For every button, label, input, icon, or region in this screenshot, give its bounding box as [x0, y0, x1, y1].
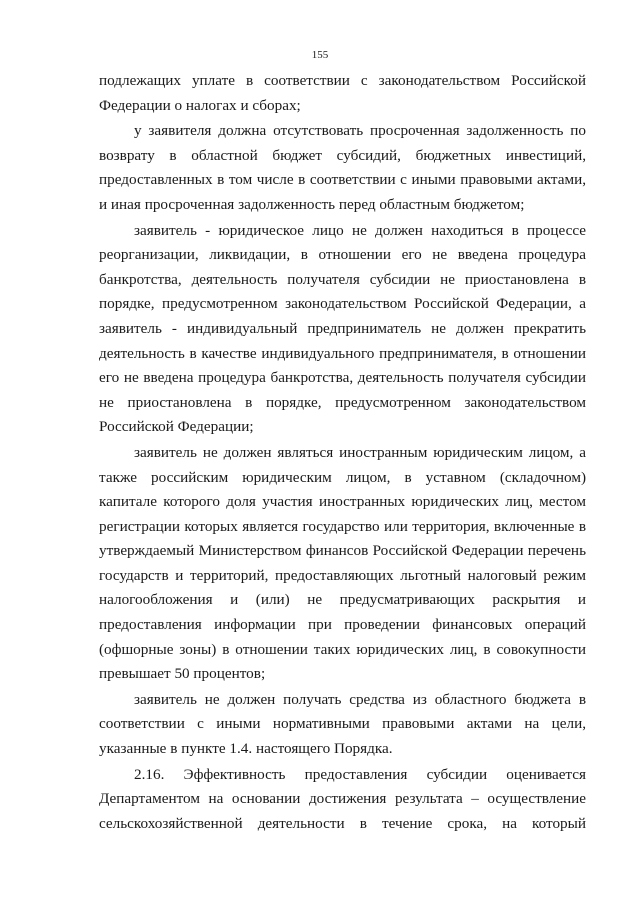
- paragraph-no-overdue-debt: у заявителя должна отсутствовать просроченная задолженность по возврату в областной бюджет субсидий, бюджетных инвестиций, предоставленных в том числе в соответствии с иными правовыми актами, и иная просроченная задолженность перед областным бюджетом;: [99, 122, 586, 213]
- page-number: 155: [311, 49, 329, 61]
- paragraph-efficiency: 2.16. Эффективность предоставления субсидии оценивается Департаментом на основании достижения результата – осуществление сельскохозяйственной деятельности в течение срока, на который: [99, 765, 586, 832]
- paragraph-continuation: подлежащих уплате в соответствии с законодательством Российской Федерации о налогах и сборах;: [99, 72, 586, 114]
- document-body: [99, 69, 586, 836]
- paragraph-no-other-funds: заявитель не должен получать средства из областного бюджета в соответствии с иными нормативными правовыми актами на цели, указанные в пункте 1.4. настоящего Порядка.: [99, 690, 586, 758]
- paragraph-not-foreign-entity: заявитель не должен являться иностранным юридическим лицом, а также российским юридическим лицом, в уставном (складочном) капитале которого доля участия иностранных юридических лиц, местом регистрации которых является государство или территория, включенные в утверждаемый Министерством финансов Российской Федерации перечень государств и территорий, предоставляющих льготный налоговый режим налогообложения и (или) не предусматривающих раскрытия и предоставления информации при проведении финансовых операций (офшорные зоны) в отношении таких юридических лиц, в совокупности превышает 50 процентов;: [99, 443, 586, 683]
- paragraph-no-reorganization: заявитель - юридическое лицо не должен находиться в процессе реорганизации, ликвидации, в отношении его не введена процедура банкротства, деятельность получателя субсидии не приостановлена в порядке, предусмотренном законодательством Российской Федерации, а заявитель - индивидуальный предприниматель не должен прекратить деятельность в качестве индивидуального предпринимателя, в отношении его не введена процедура банкротства, деятельность получателя субсидии не приостановлена в порядке, предусмотренном законодательством Российской Федерации;: [99, 221, 586, 436]
